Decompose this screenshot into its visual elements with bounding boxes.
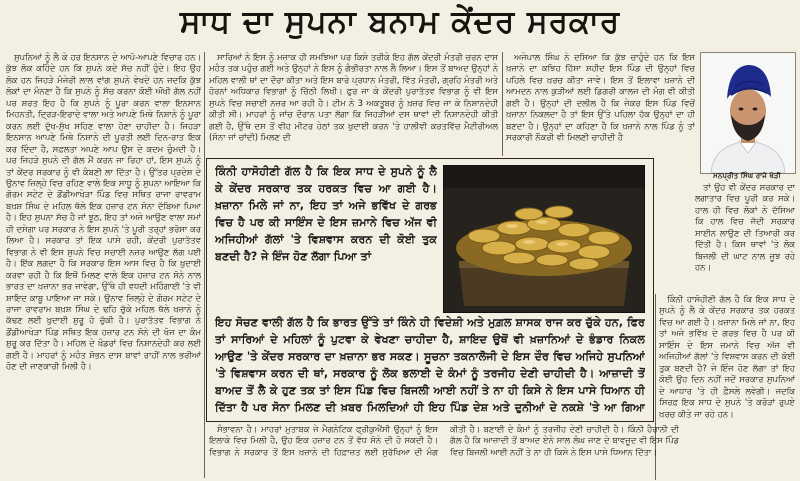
article-paragraph: ਸਾਰਿਆਂ ਨੇ ਇਸ ਨੂੰ ਮਜ਼ਾਕ ਹੀ ਸਮਝਿਆ ਪਰ ਕਿਸੇ ਤਰੀਕੇ ਇਹ ਗੱਲ ਕੇਂਦਰੀ ਮੰਤਰੀ ਚਰਨ ਦਾਸ ਮਹੰਤ ਤਕ ਪਹੁੰਚ ਗਈ ਅਤੇ ਉਨ੍ਹਾਂ ਨੇ ਇਸ ਨੂੰ ਗੰਭੀਰਤਾ ਨਾਲ ਲੈ ਲਿਆ। ਇਸ ਤੋਂ ਬਾਅਦ ਉਨ੍ਹਾਂ ਨੇ ਮਹਿਲ ਵਾਲੀ ਥਾਂ ਦਾ ਦੌਰਾ ਕੀਤਾ ਅਤੇ ਇਸ ਬਾਰੇ ਪ੍ਰਧਾਨ ਮੰਤਰੀ, ਵਿੱਤ ਮੰਤਰੀ, ਗ੍ਰਹਿ ਮੰਤਰੀ ਅਤੇ ਹੋਰਨਾਂ ਅਧਿਕਾਰ ਵਿਭਾਗਾਂ ਨੂੰ ਚਿੱਠੀ ਲਿਖੀ। ਫੁਰ ਜਾ ਕੇ ਕੇਂਦਰੀ ਪੁਰਾਤੱਤਵ ਵਿਭਾਗ ਨੂੰ ਵੀ ਇਸ ਸੁਪਨੇ ਵਿਚ ਸਚਾਈ ਨਜ਼ਰ ਆ ਰਹੀ ਹੈ। ਟੀਮ ਨੇ 3 ਅਕਤੂਬਰ ਨੂੰ ਖ਼ਜ਼ਰ ਵਿਚ ਜਾ ਕੇ ਨਿਸ਼ਾਨਦੇਹੀ ਕੀਤੀ ਸੀ। ਮਾਹਰਾਂ ਨੂੰ ਜਾਂਚ ਦੌਰਾਨ ਪਤਾ ਲੱਗਾ ਕਿ ਜਿਹੜੀਆਂ ਦਸ ਥਾਵਾਂ ਦੀ ਨਿਸ਼ਾਨਦੇਹੀ ਕੀਤੀ ਗਈ ਹੈ, ਉੱਥੇ ਦਸ ਤੋਂ ਵੀਹ ਮੀਟਰ ਹੇਠਾਂ ਤਕ ਖੁਦਾਈ ਕਰਨ 'ਤੇ ਹਾਲੀਵੀ ਕਰਤਵਿੱਚ ਮੈਟੀਰੀਅਲ (ਸੋਨਾ ਜਾਂ ਚਾਂਦੀ) ਮਿਲਣ ਦੀ xyxy=(209,52,498,143)
gold-treasure-illustration xyxy=(444,166,644,312)
headline: ਸਾਧ ਦਾ ਸੁਪਨਾ ਬਨਾਮ ਕੇਂਦਰ ਸਰਕਾਰ xyxy=(179,4,621,40)
article-paragraph: ਅਜੇਪਾਲ ਸਿੰਘ ਨੇ ਦਸਿਆ ਕਿ ਕੁੱਝ ਚਾਹੁੰਦੇ ਹਨ ਕਿ ਇਸ ਖ਼ਜ਼ਾਨੇ ਦਾ ਕਝਿਹ ਹਿੱਸਾ ਸ਼ਹੀਦ ਇਸ ਪਿੰਡ ਦੀ ਉਨ੍ਹਾਂ ਵਿਚ ਪਹਿਲੇ ਵਿਚ ਖ਼ਰਚ ਕੀਤਾ ਜਾਵੇ। ਇਸ ਤੋਂ ਇਲਾਵਾ ਖ਼ਜ਼ਾਨੇ ਦੀ ਆਮਦਨ ਨਾਲ ਕੁੜੀਆਂ ਲਈ ਡਿਗਰੀ ਕਾਲਜ ਦੀ ਮੰਗ ਵੀ ਕੀਤੀ ਗਈ ਹੈ। ਉਨ੍ਹਾਂ ਦੀ ਦਲੀਲ ਹੈ ਕਿ ਜੇਕਰ ਇਸ ਪਿੰਡ ਵਿਚੋਂ ਖ਼ਜ਼ਾਨਾ ਨਿਕਲਦਾ ਹੈ ਤਾਂ ਇਸ ਉੱਤੇ ਪਹਿਲਾ ਹੱਕ ਉਨ੍ਹਾਂ ਦਾ ਹੀ ਬਣਦਾ ਹੈ। ਉਨ੍ਹਾਂ ਦਾ ਕਹਿਣਾ ਹੈ ਕਿ ਖ਼ਜ਼ਾਨੇ ਨਾਲ ਪਿੰਡ ਨੂੰ ਤਾਂ ਸਰਕਾਰੀ ਨੌਕਰੀ ਵੀ ਮਿਲਣੀ ਚਾਹੀਦੀ ਹੈ xyxy=(506,52,695,143)
article-column-1 xyxy=(6,52,201,478)
column-divider xyxy=(204,52,205,478)
highlight-text-top: ਕਿੰਨੀ ਹਾਸੋਹੀਣੀ ਗੱਲ ਹੈ ਕਿ ਇਕ ਸਾਧ ਦੇ ਸੁਪਨੇ ਨੂੰ ਲੈ ਕੇ ਕੇਂਦਰ ਸਰਕਾਰ ਤਕ ਹਰਕਤ ਵਿਚ ਆ ਗਈ ਹੈ। ਖ਼ਜ਼ਾਨਾ ਮਿਲੇ ਜਾਂ ਨਾ, ਇਹ ਤਾਂ ਅਜੇ ਭਵਿੱਖ ਦੇ ਗਰਭ ਵਿਚ ਹੈ ਪਰ ਕੀ ਸਾਇੰਸ ਦੇ ਇਸ ਜ਼ਮਾਨੇ ਵਿਚ ਅੱਜ ਵੀ ਅਜਿਹੀਆਂ ਗੱਲਾਂ 'ਤੇ ਵਿਸ਼ਵਾਸ ਕਰਨ ਦੀ ਕੋਈ ਤੁਕ ਬਣਦੀ ਹੈ? ਜੇ ਇੰਜ ਹੋਣ ਲੱਗਾ ਪਿਆ ਤਾਂ xyxy=(215,165,437,264)
article-paragraph: ਸੰਭਾਵਨਾ ਹੈ। ਮਾਹਰਾਂ ਮੁਤਾਬਕ ਜੇ ਮੈਗਨੇਟਿਕ ਫ੍ਰੀਕੁਐਂਸੀ ਉਨ੍ਹਾਂ ਨੂੰ ਇਸ ਇਲਾਕੇ ਵਿਚ ਮਿਲੀ ਹੈ, ਉਹ ਇਕ ਹਜ਼ਾਰ ਟਨ ਤੋਂ ਵੱਧ ਸੋਨੇ ਦੀ ਹੋ ਸਕਦੀ ਹੈ। ਵਿਭਾਗ ਨੇ ਸਰਕਾਰ ਤੋਂ ਇਸ ਖ਼ਜ਼ਾਨੇ ਦੀ ਹਿਫ਼ਾਜ਼ਤ ਲਈ ਸੁਰੱਖਿਆ ਦੀ ਮੰਗ ਕੀਤੀ ਹੈ। ਬਣਾਈ ਦੇ ਕੰਮਾਂ ਨੂੰ ਤਰਜੀਹ ਦੇਣੀ ਚਾਹੀਦੀ ਹੈ। ਕਿੰਨੀ ਹੈਰਾਨੀ ਦੀ ਗੱਲ ਹੈ ਕਿ ਆਜ਼ਾਦੀ ਤੋਂ ਬਾਅਦ ਏਨੇ ਸਾਲ ਲੰਘ ਜਾਣ ਦੇ ਬਾਵਜੂਦ ਵੀ ਇਸ ਪਿੰਡ ਵਿਚ ਬਿਜਲੀ ਆਈ ਨਹੀਂ ਤੇ ਨਾ ਹੀ ਕਿਸੇ ਨੇ ਇਸ ਪਾਸੇ ਧਿਆਨ ਦਿੱਤਾ। xyxy=(209,424,679,457)
author-name: ਮਨਪ੍ਰੀਤ ਸਿੰਘ ਰਾਜੇ ਖੇੜੀ xyxy=(713,171,781,180)
author-photo xyxy=(700,52,796,174)
article-bottom-columns xyxy=(209,424,679,480)
article-paragraph: ਕਿੰਨੀ ਹਾਸੋਹੀਣੀ ਗੱਲ ਹੈ ਕਿ ਇਕ ਸਾਧ ਦੇ ਸੁਪਨੇ ਨੂੰ ਲੈ ਕੇ ਕੇਂਦਰ ਸਰਕਾਰ ਤਕ ਹਰਕਤ ਵਿਚ ਆ ਗਈ ਹੈ। ਖ਼ਜ਼ਾਨਾ ਮਿਲੇ ਜਾਂ ਨਾ, ਇਹ ਤਾਂ ਅਜੇ ਭਵਿੱਖ ਦੇ ਗਰਭ ਵਿਚ ਹੈ ਪਰ ਕੀ ਸਾਇੰਸ ਦੇ ਇਸ ਜ਼ਮਾਨੇ ਵਿਚ ਅੱਜ ਵੀ ਅਜਿਹੀਆਂ ਗੱਲਾਂ 'ਤੇ ਵਿਸ਼ਵਾਸ ਕਰਨ ਦੀ ਕੋਈ ਤੁਕ ਬਣਦੀ ਹੈ? ਜੇ ਇੰਜ ਹੋਣ ਲੱਗਾ ਤਾਂ ਇਹ ਕੋਈ ਉਹ ਦਿਨ ਨਹੀਂ ਜਦੋਂ ਸਰਕਾਰ ਸੁਪਨਿਆਂ ਦੇ ਆਧਾਰ 'ਤੇ ਹੀ ਫ਼ੈਸਲੇ ਲਵੇਗੀ। ਜਦਕਿ ਸਿਰਫ਼ ਇਕ ਸਾਧ ਦੇ ਸੁਪਨੇ 'ਤੇ ਕਰੋੜਾਂ ਰੁਪਏ ਖ਼ਰਚ ਕੀਤੇ ਜਾ ਰਹੇ ਹਨ। xyxy=(659,294,795,419)
article-paragraph: ਸੁਪਨਿਆਂ ਨੂੰ ਲੈ ਕੇ ਹਰ ਇਨਸਾਨ ਦੇ ਆਪੋ-ਆਪਣੇ ਵਿਚਾਰ ਹਨ। ਕੁੱਝ ਲੋਕ ਕਹਿੰਦੇ ਹਨ ਕਿ ਸੁਪਨੇ ਕਦੇ ਸੱਚ ਨਹੀਂ ਹੁੰਦੇ। ਇਹ ਉਹ ਲੋਕ ਹਨ ਜਿਹੜੇ ਮੰਜੇਰੀ ਲਾਲ ਵਾਂਗ ਸੁਪਨੇ ਵੇਖਦੇ ਹਨ ਜਦਕਿ ਕੁੱਝ ਲੋਕਾਂ ਦਾ ਮੰਨਣਾ ਹੈ ਕਿ ਸੁਪਨੇ ਨੂੰ ਸੱਚ ਕਰਨਾ ਕੋਈ ਔਖੀ ਗੱਲ ਨਹੀਂ ਪਰ ਸ਼ਰਤ ਇਹ ਹੈ ਕਿ ਸੁਪਨੇ ਨੂੰ ਪੂਰਾ ਕਰਨ ਵਾਲਾ ਇਨਸਾਨ ਮਿਹਨਤੀ, ਦ੍ਰਿੜ-ਇਰਾਦੇ ਵਾਲਾ ਅਤੇ ਆਪਣੇ ਮਿਥੇ ਨਿਸ਼ਾਨੇ ਨੂੰ ਪੂਰਾ ਕਰਨ ਲਈ ਦੁੱਖ-ਸੁੱਖ ਸਹਿਣ ਵਾਲਾ ਹੋਣਾ ਚਾਹੀਦਾ ਹੈ। ਜਿਹੜਾ ਇਨਸਾਨ ਆਪਣੇ ਮਿਥੇ ਨਿਸ਼ਾਨੇ ਦੀ ਪੂਰਤੀ ਲਈ ਦਿਨ-ਰਾਤ ਇਕ ਕਰ ਦਿੰਦਾ ਹੈ, ਸਫ਼ਲਤਾ ਅਪਣੇ ਆਪ ਉਸ ਦੇ ਕਦਮ ਚੁੰਮਦੀ ਹੈ। ਪਰ ਜਿਹੜੇ ਸੁਪਨੇ ਦੀ ਗੱਲ ਮੈਂ ਕਰਨ ਜਾ ਰਿਹਾ ਹਾਂ, ਇਸ ਸੁਪਨੇ ਨੂੰ ਤਾਂ ਕੇਂਦਰ ਸਰਕਾਰ ਨੂੰ ਵੀ ਕੰਬਣੀ ਲਾ ਦਿੱਤਾ ਹੈ। ਉੱਤਰ ਪ੍ਰਦੇਸ਼ ਦੇ ਉਨਾਵ ਜ਼ਿਲ੍ਹੇ ਵਿਚ ਰਹਿਣ ਵਾਲੇ ਇਕ ਸਾਧੂ ਨੂੰ ਸੁਪਨਾ ਆਇਆ ਕਿ ਗੋਰਮ ਸਟੇਟ ਦੇ ਡੌਂਡੀਆਖੇੜਾ ਪਿੰਡ ਵਿਚ ਸਥਿਤ ਰਾਜਾ ਰਾਵਰਾਮ ਬਖ਼ਸ਼ ਸਿੰਘ ਦੇ ਮਹਿਲ ਥੱਲੇ ਇਕ ਹਜ਼ਾਰ ਟਨ ਸੋਨਾ ਦੱਬਿਆ ਪਿਆ ਹੈ। ਇਹ ਸੁਪਨਾ ਸੱਚ ਹੈ ਜਾਂ ਝੂਠ, ਇਹ ਤਾਂ ਅਜੇ ਆਉਣ ਵਾਲਾ ਸਮਾਂ ਹੀ ਦਸੇਗਾ ਪਰ ਸਰਕਾਰ ਨੇ ਇਸ ਸੁਪਨੇ 'ਤੇ ਪੂਰੀ ਤਰ੍ਹਾਂ ਭਰੋਸਾ ਕਰ ਲਿਆ ਹੈ। ਸਰਕਾਰ ਤਾਂ ਇਕ ਪਾਸੇ ਰਹੀ, ਕੇਂਦਰੀ ਪੁਰਾਤੱਤਵ ਵਿਭਾਗ ਨੇ ਵੀ ਇਸ ਸੁਪਨੇ ਵਿਚ ਸਚਾਈ ਨਜ਼ਰ ਆਉਣ ਲੱਗ ਪਈ ਹੈ। ਇੱਕ ਲਗਦਾ ਹੈ ਕਿ ਸਰਕਾਰ ਇਸ ਆਸ ਵਿਚ ਹੈ ਕਿ ਖੁਦਾਈ ਕਰਵਾ ਰਹੀ ਹੈ ਕਿ ਇਥੋਂ ਮਿਲਣ ਵਾਲੇ ਇਕ ਹਜ਼ਾਰ ਟਨ ਸੋਨੇ ਨਾਲ ਭਾਰਤ ਦਾ ਖ਼ਜ਼ਾਨਾ ਭਰ ਜਾਵੇਗਾ, ਉੱਥੇ ਹੀ ਵਧਦੀ ਮਹਿੰਗਾਈ 'ਤੇ ਵੀ ਸ਼ਾਇਦ ਕਾਬੂ ਪਾਇਆ ਜਾ ਸਕੇ। ਉਨਾਵ ਜ਼ਿਲ੍ਹੇ ਦੇ ਗੋਰਮ ਸਟੇਟ ਦੇ ਰਾਜਾ ਰਾਵਰਾਮ ਬਖ਼ਸ਼ ਸਿੰਘ ਦੇ ਢਹਿ ਚੁੱਕੇ ਮਹਿਲ ਥੱਲੇ ਖਜ਼ਾਨੇ ਨੂੰ ਕੱਢਣ ਲਈ ਖੁਦਾਈ ਸ਼ੁਰੂ ਹੋ ਚੁੱਕੀ ਹੈ। ਪੁਰਾਤੱਤਵ ਵਿਭਾਗ ਨੇ ਡੌਂਡੀਆਖੇੜਾ ਪਿੰਡ ਸਥਿਤ ਇਕ ਹਜ਼ਾਰ ਟਨ ਸੋਨੇ ਦੀ ਖੋਜ ਦਾ ਕੰਮ ਸ਼ੁਰੂ ਕਰ ਦਿੱਤਾ ਹੈ। ਮਹਿਲ ਦੇ ਖੰਡਰਾਂ ਵਿਚ ਨਿਸ਼ਾਨਦੇਹੀ ਕਰ ਲਈ ਗਈ ਹੈ। ਮਾਹਰਾਂ ਨੂੰ ਮਹੰਤ ਸ਼ੋਭਨ ਦਾਸ ਬਾਵਾਂ ਰਾਹੀਂ ਨਾਲ ਭਰੀਆਂ ਹੋਣ ਦੀ ਜਾਣਕਾਰੀ ਮਿਲੀ ਹੈ। xyxy=(6,52,201,372)
column-divider xyxy=(502,52,503,156)
highlight-box xyxy=(206,158,654,422)
author-portrait xyxy=(701,53,795,173)
gold-coins-image xyxy=(443,165,645,313)
highlight-text-bottom: ਇਹ ਸੋਚਣ ਵਾਲੀ ਗੱਲ ਹੈ ਕਿ ਭਾਰਤ ਉੱਤੇ ਤਾਂ ਕਿੰਨੇ ਹੀ ਵਿਦੇਸ਼ੀ ਅਤੇ ਮੁਗ਼ਲ ਸ਼ਾਸਕ ਰਾਜ ਕਰ ਚੁੱਕੇ ਹਨ, ਫਿਰ ਤਾਂ ਸਾਰਿਆਂ ਦੇ ਮਹਿਲਾਂ ਨੂੰ ਪੁਟਵਾ ਕੇ ਵੇਖਣਾ ਚਾਹੀਦਾ ਹੈ, ਸ਼ਾਇਦ ਉਥੋਂ ਵੀ ਖ਼ਜ਼ਾਨਿਆਂ ਦੇ ਭੰਡਾਰ ਨਿਕਲ ਆਉਣ 'ਤੇ ਕੇਂਦਰ ਸਰਕਾਰ ਦਾ ਖ਼ਜ਼ਾਨਾ ਭਰ ਸਕਣ। ਸੂਚਨਾ ਤਕਨਾਲੋਜੀ ਦੇ ਇਸ ਦੌਰ ਵਿਚ ਅਜਿਹੇ ਸੁਪਨਿਆਂ 'ਤੇ ਵਿਸ਼ਵਾਸ ਕਰਨ ਦੀ ਥਾਂ, ਸਰਕਾਰ ਨੂੰ ਲੋਕ ਭਲਾਈ ਦੇ ਕੰਮਾਂ ਨੂੰ ਤਰਜੀਹ ਦੇਣੀ ਚਾਹੀਦੀ ਹੈ। ਆਜ਼ਾਦੀ ਤੋਂ ਬਾਅਦ ਤੋਂ ਲੈ ਕੇ ਹੁਣ ਤਕ ਤਾਂ ਇਸ ਪਿੰਡ ਵਿਚ ਬਿਜਲੀ ਆਈ ਨਹੀਂ ਤੇ ਨਾ ਹੀ ਕਿਸੇ ਨੇ ਇਸ ਪਾਸੇ ਧਿਆਨ ਹੀ ਦਿੱਤਾ ਹੈ ਪਰ ਸੋਨਾ ਮਿਲਣ ਦੀ ਖ਼ਬਰ ਮਿਲਦਿਆਂ ਹੀ ਇਹ ਪਿੰਡ ਦੇਸ਼ ਅਤੇ ਦੁਨੀਆਂ ਦੇ ਨਕਸ਼ੇ 'ਤੇ ਆ ਗਿਆ xyxy=(215,316,645,415)
article-column-5 xyxy=(659,294,795,480)
article-column-2 xyxy=(209,52,498,155)
article-paragraph: ਤਾਂ ਉਹ ਵੀ ਕੇਂਦਰ ਸਰਕਾਰ ਦਾ ਲਗਾਤਾਰ ਵਿਚ ਪੂਰੀ ਕਰ ਸਕੇ। ਹਾਲ ਹੀ ਵਿਚ ਲੋਕਾਂ ਨੇ ਦੱਸਿਆ ਕਿ ਹਾਲ ਵਿਚ ਜੱਦੀ ਸਰਕਾਰ ਸਾਈਨ ਲਾਉਣ ਦੀ ਤਿਆਰੀ ਕਰ ਦਿੱਤੀ ਹੈ। ਕਿਸ ਥਾਵਾਂ 'ਤੇ ਲੋਕ ਬਿਜਲੀ ਦੀ ਘਾਟ ਨਾਲ ਜੂਝ ਰਹੇ ਹਨ। xyxy=(695,182,795,273)
article-column-4 xyxy=(695,182,795,292)
